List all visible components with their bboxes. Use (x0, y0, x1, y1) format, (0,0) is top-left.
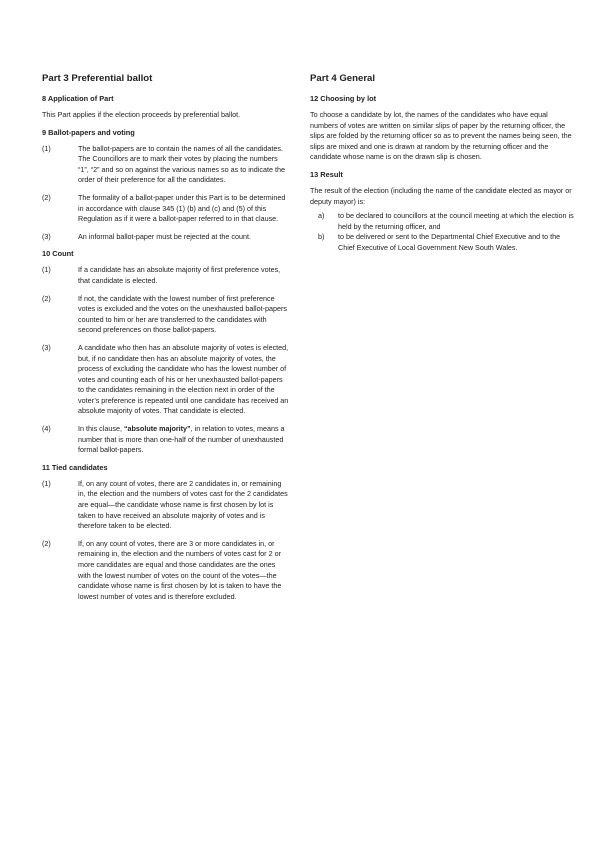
part-3-title: Part 3 Preferential ballot (42, 73, 153, 84)
clause-text: The formality of a ballot-paper under this Part is to be determined in accordance with clause 345 (1) (b) and (c) and (5) of this Regulation as if it were a ballot-paper referred to in that clause. (78, 192, 286, 224)
item-marker: a) (318, 211, 325, 221)
clause-number: (3) (42, 231, 51, 241)
defined-term: “absolute majority” (123, 424, 191, 434)
clause-number: (1) (42, 478, 51, 488)
part-4-title: Part 4 General (310, 73, 376, 84)
section-9-heading: 9 Ballot-papers and voting (42, 127, 135, 137)
clause-number: (3) (42, 342, 51, 352)
clause-text-pre: In this clause, (78, 424, 124, 434)
clause-9-1 (42, 144, 289, 186)
section-8-text: This Part applies if the election proceeds by preferential ballot. (42, 110, 241, 119)
clause-text: An informal ballot-paper must be rejected at the count. (78, 231, 251, 241)
section-12-text: To choose a candidate by lot, the names of the candidates who have equal numbers of votes are written on similar slips of paper by the returning officer, the slips are folded by the returning officer so as to prevent the names being seen, the slips are mixed and one is drawn at random by the returning officer and the candidate whose name is on the drawn slip is chosen. (310, 110, 572, 162)
clause-10-1 (42, 265, 289, 286)
left-column (42, 72, 289, 609)
clause-11-2 (42, 539, 289, 603)
clause-11-1 (42, 479, 289, 532)
item-text: to be delivered or sent to the Departmental Chief Executive and to the Chief Executive of Local Government New South Wales. (338, 232, 561, 252)
clause-text: The ballot-papers are to contain the names of all the candidates. The Councillors are to mark their votes by placing the numbers “1”, “2” and so on against the various names so as to indicate the order of their preference for all the candidates. (78, 143, 285, 185)
clause-number: (4) (42, 424, 51, 434)
clause-number: (1) (42, 143, 51, 153)
right-column (310, 72, 576, 254)
item-text: to be declared to councillors at the council meeting at which the election is held by the returning officer, and (338, 211, 574, 231)
clause-text: If, on any count of votes, there are 3 or more candidates in, or remaining in, the election and the numbers of votes cast for 2 or more candidates are equal and those candidates are the ones with the lowest number of votes on the count of the votes—the candidate whose name is first chosen by lot is taken to have the lowest number of votes and is therefore excluded. (78, 538, 282, 601)
clause-10-2 (42, 294, 289, 336)
section-13-heading: 13 Result (310, 169, 343, 179)
item-marker: b) (318, 232, 325, 242)
clause-number: (2) (42, 293, 51, 303)
section-13-text: The result of the election (including the name of the candidate elected as mayor or deputy mayor) is: (310, 185, 572, 206)
clause-text: A candidate who then has an absolute majority of votes is elected, but, if no candidate then has an absolute majority of votes, the process of excluding the candidate who has the lowest number of votes and counting each of his or her unexhausted ballot-papers to the candidates remaining in the election next in order of the voter’s preference is repeated until one candidate has received an absolute majority of votes. That candidate is elected. (78, 342, 289, 416)
clause-number: (1) (42, 265, 51, 275)
clause-text: If, on any count of votes, there are 2 candidates in, or remaining in, the election and the numbers of votes cast for the 2 candidates are equal—the candidate whose name is first chosen by lot is taken to have received an absolute majority of votes and is therefore taken to be elected. (78, 478, 288, 531)
clause-text (78, 424, 289, 456)
section-12-heading: 12 Choosing by lot (310, 94, 377, 103)
section-10-heading: 10 Count (42, 249, 74, 259)
clause-text: If not, the candidate with the lowest number of first preference votes is excluded and the votes on the unexhausted ballot-papers counted to him or her are transferred to the candidates with second preferences on those ballot-papers. (78, 293, 287, 335)
clause-9-3 (42, 232, 289, 243)
clause-9-2 (42, 193, 289, 225)
section-8-heading: 8 Application of Part (42, 94, 114, 103)
result-item-b (310, 232, 576, 253)
section-11-heading: 11 Tied candidates (42, 462, 108, 472)
result-item-a (310, 211, 576, 232)
clause-10-4 (42, 424, 289, 456)
clause-number: (2) (42, 538, 51, 548)
clause-text-post: , in relation to votes, means a number that is more than one-half of the number of unexhausted formal ballot-papers. (78, 424, 285, 455)
clause-10-3 (42, 343, 289, 417)
clause-text: If a candidate has an absolute majority of first preference votes, that candidate is elected. (78, 265, 281, 285)
clause-number: (2) (42, 192, 51, 202)
